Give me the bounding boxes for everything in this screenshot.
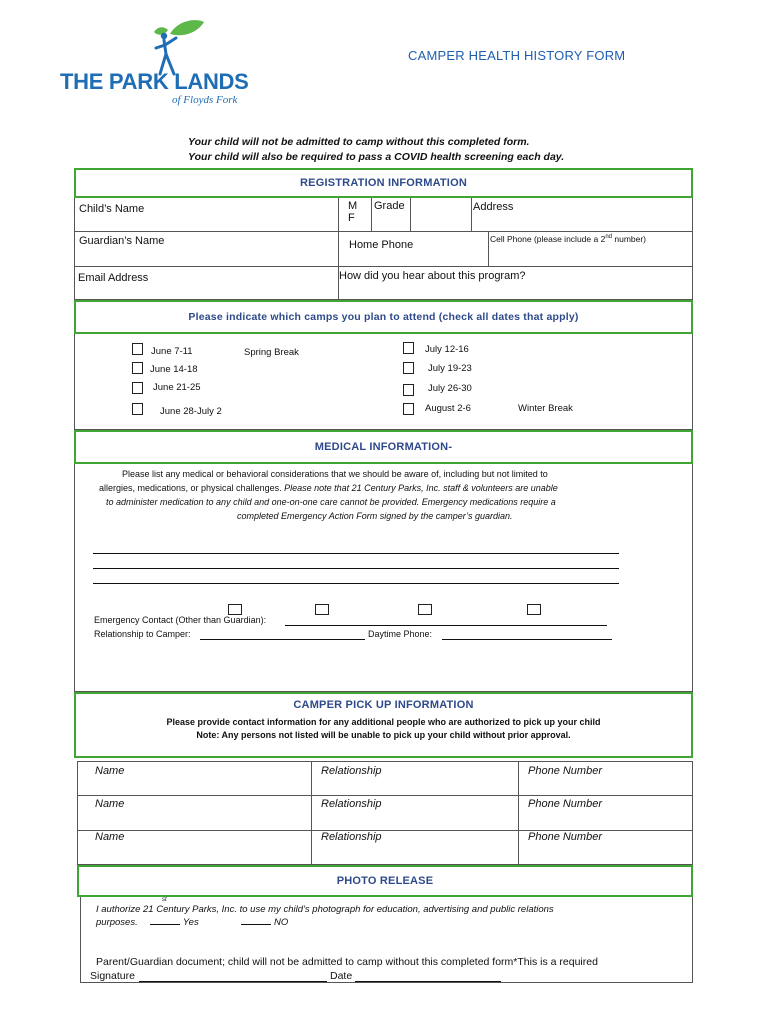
camp-checkbox-june-14-18[interactable] (132, 362, 143, 374)
date-line[interactable] (355, 981, 501, 982)
camp-checkbox-june-28-july-2[interactable] (132, 403, 143, 415)
date-label: Date (330, 970, 353, 982)
address-field[interactable]: Address (473, 201, 514, 213)
camp-label: June 28-July 2 (160, 406, 222, 417)
medical-intro-4: completed Emergency Action Form signed by the camper’s guardian. (237, 511, 513, 521)
logo-tagline: of Floyds Fork (172, 94, 238, 106)
camp-checkbox-june-7-11[interactable] (132, 343, 143, 355)
pickup-name-field[interactable]: Name (95, 831, 125, 843)
relationship-line[interactable] (200, 639, 365, 640)
home-phone-field[interactable]: Home Phone (349, 239, 414, 251)
childs-name-field[interactable]: Child’s Name (79, 203, 145, 215)
signature-label: Signature (90, 970, 135, 982)
winter-break-label: Winter Break (518, 403, 573, 414)
photo-no-blank[interactable] (241, 924, 271, 925)
medical-notes-line-1[interactable] (93, 553, 619, 554)
spring-break-label: Spring Break (244, 347, 299, 358)
logo (60, 18, 250, 110)
medical-intro-2a: allergies, medications, or physical challenges. (99, 483, 282, 493)
relationship-label: Relationship to Camper: (94, 629, 191, 639)
photo-purposes (96, 917, 288, 928)
camps-header (74, 300, 693, 334)
photo-purposes-label: purposes. (96, 917, 138, 928)
registration-header (74, 168, 693, 198)
notice-line-2: Your child will also be required to pass a COVID health screening each day. (188, 151, 565, 163)
pickup-heading: CAMPER PICK UP INFORMATION (293, 699, 474, 711)
medical-header (74, 430, 693, 464)
required-note: Parent/Guardian document; child will not be admitted to camp without this completed form*This is a required (96, 956, 598, 968)
medical-notes-line-2[interactable] (93, 568, 619, 569)
emergency-contact-line[interactable] (285, 625, 607, 626)
photo-yes-label: Yes (182, 917, 199, 928)
camp-label: August 2-6 (425, 403, 471, 414)
medical-intro-2b: Please note that 21 Century Parks, Inc. staff & volunteers are unable (281, 483, 558, 493)
pickup-relationship-field[interactable]: Relationship (321, 798, 382, 810)
medical-notes-line-3[interactable] (93, 583, 619, 584)
pickup-relationship-field[interactable]: Relationship (321, 765, 382, 777)
logo-name: THE PARK LANDS (60, 69, 249, 94)
notice-line-1: Your child will not be admitted to camp without this completed form. (188, 136, 530, 148)
signature-line[interactable] (139, 981, 327, 982)
pickup-line-2: Note: Any persons not listed will be unable to pick up your child without prior approval. (196, 730, 571, 740)
pickup-phone-field[interactable]: Phone Number (528, 765, 602, 777)
pickup-phone-field[interactable]: Phone Number (528, 798, 602, 810)
photo-no-label: NO (273, 917, 289, 928)
camp-checkbox-june-21-25[interactable] (132, 382, 143, 394)
hear-about-field[interactable]: How did you hear about this program? (339, 270, 526, 282)
camp-checkbox-august-2-6[interactable] (403, 403, 414, 415)
medical-checkbox-2[interactable] (315, 604, 329, 615)
cell-phone-label-sup: nd (605, 234, 612, 241)
cell-phone-label-a: Cell Phone (please include a 2 (490, 234, 606, 244)
camp-checkbox-july-26-30[interactable] (403, 384, 414, 396)
sex-m-label[interactable]: M (348, 200, 358, 212)
medical-checkbox-4[interactable] (527, 604, 541, 615)
pickup-phone-field[interactable]: Phone Number (528, 831, 602, 843)
daytime-phone-label: Daytime Phone: (368, 629, 433, 639)
pickup-header (74, 692, 693, 758)
guardians-name-field[interactable]: Guardian’s Name (79, 235, 165, 247)
form-title: CAMPER HEALTH HISTORY FORM (408, 48, 626, 63)
photo-header (77, 865, 693, 897)
daytime-phone-line[interactable] (442, 639, 612, 640)
camps-heading: Please indicate which camps you plan to attend (check all dates that apply) (188, 311, 579, 323)
camp-checkbox-july-12-16[interactable] (403, 342, 414, 354)
photo-heading: PHOTO RELEASE (336, 875, 434, 887)
medical-checkbox-3[interactable] (418, 604, 432, 615)
sex-f-label[interactable]: F (348, 212, 355, 224)
photo-st-superscript: st (162, 897, 167, 903)
pickup-relationship-field[interactable]: Relationship (321, 831, 382, 843)
pickup-line-1: Please provide contact information for any additional people who are authorized to pick up your child (166, 717, 601, 727)
camp-label: June 7-11 (151, 346, 193, 357)
medical-intro-1: Please list any medical or behavioral considerations that we should be aware of, including but not limited to (122, 469, 548, 479)
emergency-contact-label: Emergency Contact (Other than Guardian): (94, 615, 267, 625)
photo-release-line-1: I authorize 21 Century Parks, Inc. to use my child’s photograph for education, advertising and public relations (96, 904, 554, 915)
camp-label: July 12-16 (425, 344, 469, 355)
medical-intro-3: to administer medication to any child and one-on-one care cannot be provided. Emergency medications require a (106, 497, 556, 507)
medical-intro-2 (99, 483, 558, 493)
medical-checkbox-1[interactable] (228, 604, 242, 615)
photo-yes-blank[interactable] (150, 924, 180, 925)
camp-checkbox-july-19-23[interactable] (403, 362, 414, 374)
grade-field[interactable]: Grade (374, 200, 405, 212)
cell-phone-label-b: number) (612, 234, 647, 244)
email-field[interactable]: Email Address (78, 272, 149, 284)
registration-heading: REGISTRATION INFORMATION (300, 177, 467, 189)
pickup-name-field[interactable]: Name (95, 798, 125, 810)
camp-label: July 26-30 (428, 383, 472, 394)
camp-label: July 19-23 (428, 363, 472, 374)
cell-phone-field[interactable] (490, 234, 646, 244)
camp-label: June 21-25 (153, 382, 201, 393)
pickup-name-field[interactable]: Name (95, 765, 125, 777)
medical-heading: MEDICAL INFORMATION- (314, 441, 453, 453)
camp-label: June 14-18 (150, 364, 198, 375)
